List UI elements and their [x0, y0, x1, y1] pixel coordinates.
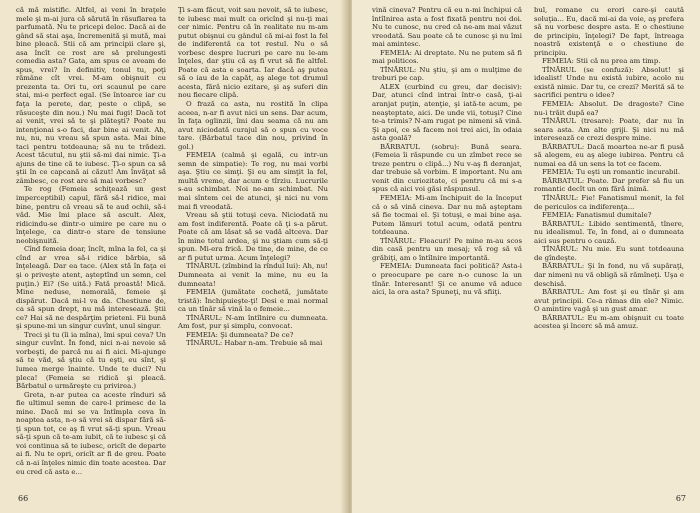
paragraph: vină cineva? Pentru că eu n-mi închipui că întîlnirea asta a fost fixată pentru noi doi. Nu te cunosc, nu cred că ne-am mai văzut vreodată. Sau poate că te cunosc şi nu îmi mai amintesc. [372, 6, 522, 49]
paragraph: FEMEIA: Stii că nu prea am timp. [542, 57, 661, 66]
paragraph: TÎNĂRUL (tresare): Poate, dar nu în seara asta. Am alte griji. Şi nici nu mă interesează ce crezi despre mine. [534, 117, 684, 143]
left-page-column-1 [16, 6, 166, 476]
paragraph: BĂRBATUL: Am fost şi eu tînăr şi am avut principii. Ce-a rămas din ele? Nimic. O amintire vagă şi un gust amar. [534, 288, 684, 314]
paragraph: BĂRBATUL: Şi în fond, nu vă supăraţi, dar nimeni nu vă obligă să rămîneţi. Uşa e deschisă. [534, 262, 684, 288]
left-page-column-2 [178, 6, 328, 476]
paragraph: TÎNĂRUL (zîmbind la rîndul lui): Ah, nu! Dumneata ai venit la mine, nu eu la dumneata! [178, 262, 328, 288]
paragraph: ALEX (curbind cu greu, dar decisiv): Dar, atunci cînd intrai într-o casă, ţi-ai aranjat puţin, atenţie, şi iată-te acum, pe neaşteptate, aici. De unde vii, totuşi? Cine te-a trimis? N-am rugat pe nimeni să vină. Şi apoi, ce să facem noi trei aici, în odaia asta goală? [372, 82, 522, 143]
paragraph: FEMEIA: Tu eşti un romantic incurabil. [542, 168, 681, 177]
paragraph: FEMEIA (jumătate cochetă, jumătate tristă): Închipuieşte-ţi! Desi e mai normal ca un tînăr să vină la o femeie... [178, 288, 328, 314]
paragraph: TÎNĂRUL: Fie! Fanatismul menit, la fel de periculos ca indiferenţa... [534, 194, 684, 211]
paragraph: TÎNĂRUL: Habar n-am. Trebuie să mai [186, 339, 323, 348]
paragraph: Cînd femeia doar, încît, mîna la fel, ca şi cînd ar vrea să-i ridice bărbia, să înţeleagă. Dar ea tace. (Alex stă în faţa ei şi o priveşte atent, aşteptînd un semn, cel puţin.) Ei? (Se uită.) Fată proastă! Mică. Mine neduse, nemorală, femeie şi dispărut. Dacă mi-l va da. Chestiune de, ca să spun drept, nu mă interesează. Ştii ce? Hai să ne despărţim prieteni. Fii bună şi spune-mi un singur cuvînt, unul singur. [16, 245, 166, 331]
right-page-column-1 [372, 6, 522, 476]
paragraph: BĂRBATUL (sobru): Bună seara. (Femeia îi răspunde cu un zîmbet rece se treze pentru o clipă...) Nu v-aş fi deranjat, dar trebuie să vorbim. E important. Nu am venit din curiozitate, ci pentru că mi s-a spus că aici voi găsi răspunsul. [372, 142, 522, 194]
paragraph: TÎNĂRUL: Nu mie. Eu sunt totdeauna de gîndeşte. [534, 245, 684, 262]
paragraph: Te rog (Femeia schiţează un gest imperceptibil) capul, fără să-l ridice, mai bine, pentru că vreau să te aud ochii, să-i văd. Mie îmi place să ascult. Alex, ridicindu-se dintr-o uimire pe care nu o înţelege, ca dintr-o stare de tensiune neobişnuită. [16, 185, 166, 245]
paragraph: TÎNĂRUL: Fleacuri! Pe mine m-au scos din casă pentru un mesaj; vă rog să vă grăbiţi, am o întîlnire importantă. [372, 236, 522, 262]
paragraph: Treci şi tu (îi ia mîna), îmi spui ceva? Un singur cuvînt. În fond, nici n-ai nevoie să vorbeşti, de parcă nu ai fi aici. Mi-ajunge să te văd, să ştiu că tu eşti, eu sînt, şi lumea merge înainte. Unde te duci? Nu pleca! (Femeia se ridică şi pleacă. Bărbatul o urmăreşte cu privirea.) [16, 330, 166, 391]
paragraph: bul, romane cu erori care-şi caută soluţia... Eu, dacă mi-ai da voie, aş prefera să nu vorbesc despre asta. E o chestiune de principiu, înţelegi? De fapt, întreaga noastră existenţă e o chestiune de principiu. [534, 6, 684, 57]
paragraph: BĂRBATUL: Eu m-am obişnuit cu toate acestea şi încerc să mă amuz. [534, 313, 684, 331]
paragraph: TÎNĂRUL (se confuză): Absolut! şi idealist! Unde nu există iubire, acolo nu există nimic. Dar tu, ce crezi? Merită să te sacrifici pentru o idee? [534, 65, 684, 100]
page-number: 66 [18, 494, 29, 503]
paragraph: Ţi s-am făcut, voit sau nevoit, să te iubesc, te iubesc mai mult ca oricînd şi nu-ţi mai cer nimic. Pentru că în realitate nu m-am putut obişnui cu gândul că mi-ai fost la fel de indiferentă ca tot restul. Nu o să vorbesc despre lucruri pe care nu le-am înţeles, dar ştiu că aş fi vrut să fie altfel. Poate că asta e soarta. Iar dacă aş putea să o iau de la capăt, aş alege tot drumul acesta, fără nicio ezitare, şi aş suferi din nou fiecare clipă. [178, 6, 328, 100]
paragraph: TÎNĂRUL: N-am întîlnire cu dumneata. Am fost, pur şi simplu, convocat. [178, 313, 328, 331]
paragraph: Vreau să ştii totuşi ceva. Niciodată nu am fost indiferentă. Poate că ţi s-a părut. Poate că am lăsat să se vadă altceva. Dar în mine totul ardea, şi nu ştiam cum să-ţi spun. Mi-era frică. De tine, de mine, de ce ar fi putut urma. Acum înţelegi? [178, 211, 328, 262]
paragraph: BĂRBATUL: Libido sentimentă, tînere, nu idealismul. Te, în fond, ai o dumneata aici sus pentru o cauză. [534, 219, 684, 245]
paragraph: FEMEIA (calmă şi egală, cu intr-un semn de simpatie): Te rog, nu mai vorbi aşa. Ştiu ce simţi. Şi eu am simţit la fel, multă vreme, dar acum e tîrziu. Lucrurile s-au schimbat. Noi ne-am schimbat. Nu mai sîntem cei de atunci, şi nici nu vom mai fi vreodată. [178, 151, 328, 211]
paragraph: BĂRBATUL: Poate. Dar prefer să fiu un romantic decît un om fără inimă. [534, 176, 684, 194]
paragraph: BĂRBATUL: Dacă moartea ne-ar fi pusă să alegem, eu aş alege iubirea. Pentru că numai ea dă un sens la tot ce facem. [534, 142, 684, 168]
paragraph: FEMEIA: Ai dreptate. Nu ne putem să fi mai politicos. [372, 48, 522, 66]
paragraph: O frază ca asta, nu rostită în clipa aceea, n-ar fi avut nici un sens. Dar acum, în faţa oglinzii, îmi dau seama că nu am avut niciodată curajul să o spun cu voce tare. (Bărbatul tace din nou, privind în gol.) [178, 100, 328, 151]
paragraph: Greta, n-ar putea ca aceste rînduri să fie ultimul semn de care-l primesc de la mine. Dacă mi se va întîmpla ceva în noaptea asta, n-o să vrei să dispar fără să-ţi spun tot, ce aş fi vrut să-ţi spun. Vreau să-ţi spun că te-am iubit, că te iubesc şi că voi continua să te iubesc, oricît de departe ai fi. Nu te opri, oricît ar fi de greu. Poate că n-ai înţeles nimic din toate acestea. Dar eu cred că asta e... [16, 390, 166, 476]
right-page [352, 0, 700, 513]
paragraph: FEMEIA: Fanatismul dumitale? [542, 211, 652, 220]
paragraph: FEMEIA: Absolut. De dragoste? Cine nu-i trăit după ea? [534, 100, 684, 117]
paragraph: că mă mistific. Altfel, ai veni în braţele mele şi m-ai jura că sărută în răsuflarea ta parfumată. Nu te pricepi deloc. Dacă ai de gând să stai aşa, încremenită şi mută, mai bine pleacă. Stii că am principii clare şi, asa încît ce rost are să prelungesti comedia asta? Gata, am spus ce aveam de spus, vrei? în definitiv, tonul tu, poţi rămâne cît vrei. M-am obişnuit cu prezenta ta. Ori tu, ori scaunul pe care stai, mi-e perfect egal. (Se întoarce iar cu faţa la perete, dar, peste o clipă, se răsuceşte din nou.) Nu mai fugi! Dacă tot ai venit, vrei să te şi plăteşti? Poate nu intenţionai s-o faci, dar bine ai venit. Ah, nu, nu, nu vreau să spun asta. Mai bine taci pentru totdeauna; să nu te trădezi. Acest tăcutul, nu ştii să-mi dai nimic. Ţi-a ajuns de tine că te iubesc. Ţi-o spun ca să ştii în ce capcană ai căzut! Am învăţat să zâmbesc, ce rost are să mai vorbesc? [16, 6, 166, 185]
paragraph: FEMEIA: Şi dumneata? De ce? [186, 330, 294, 339]
paragraph: TÎNĂRUL: Nu ştiu, şi am o mulţime de treburi pe cap. [372, 65, 522, 83]
paragraph: FEMEIA: Dumneata faci politică? Asta-i o preocupare pe care n-o cunosc la un tînăr. Interesant! Şi ce anume vă aduce aici, la ora asta? Spuneţi, nu vă sfiiţi. [372, 262, 522, 297]
left-page [0, 0, 348, 513]
page-number: 67 [675, 494, 686, 503]
right-page-column-2 [534, 6, 684, 476]
paragraph: FEMEIA: Mi-am închipuit de la început că o să vină cineva. Dar nu mă aşteptam să fie tocmai el. Şi totuşi, e mai bine aşa. Putem lămuri totul acum, odată pentru totdeauna. [372, 194, 522, 237]
